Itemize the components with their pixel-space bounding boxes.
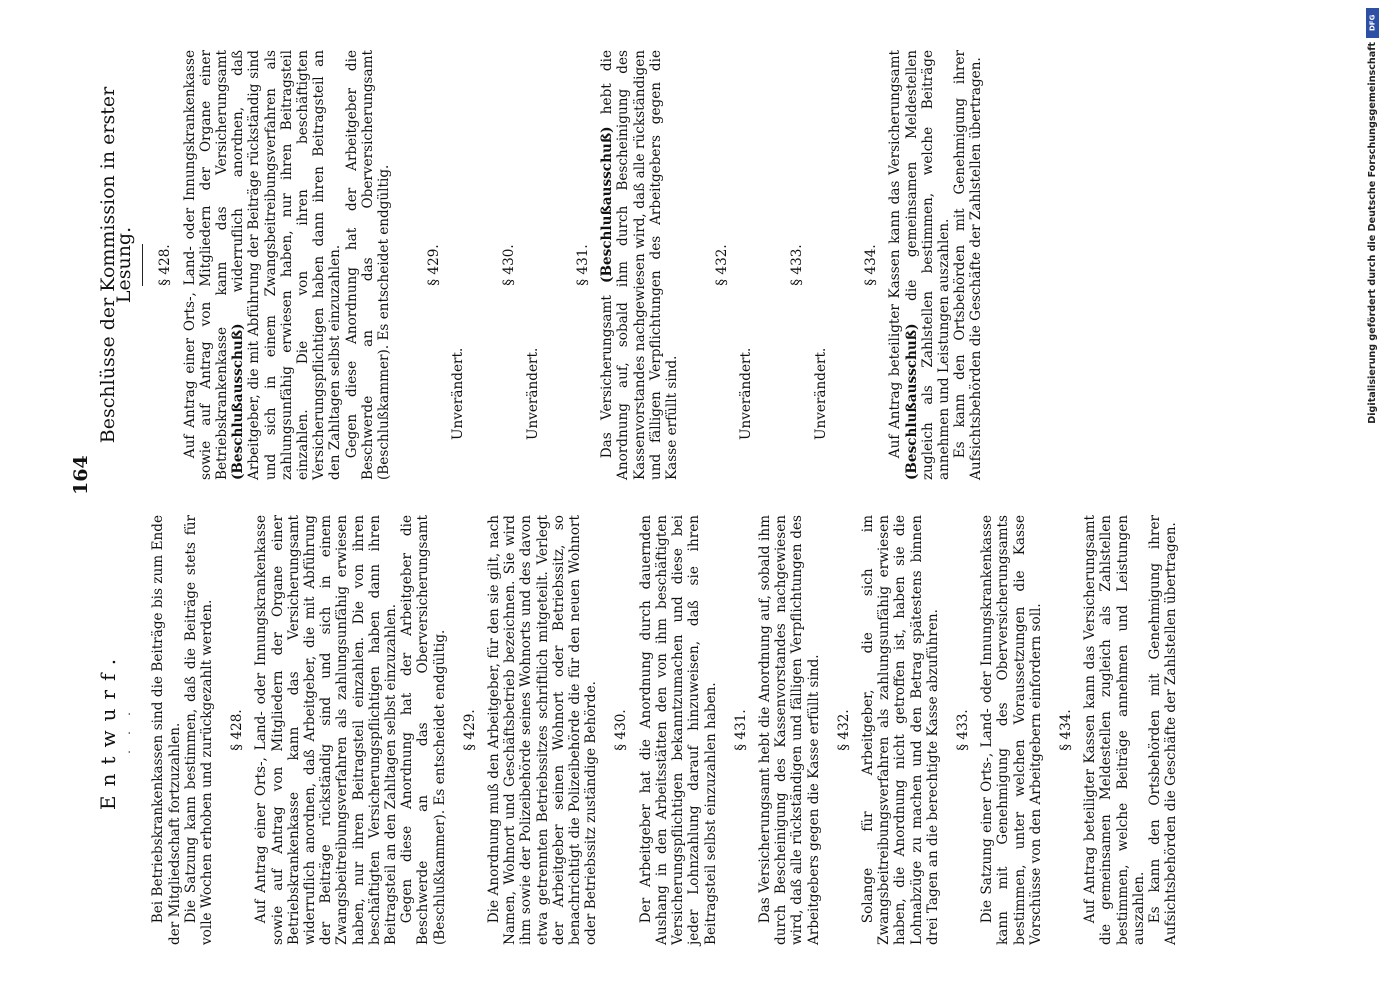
commission-column <box>97 50 985 480</box>
unchanged-note: Unverändert. <box>450 347 467 440</box>
section-heading: § 431. <box>575 244 592 286</box>
section-heading: § 430. <box>500 244 517 286</box>
section-heading: § 431. <box>732 709 749 751</box>
title-ornament: · · · <box>123 706 137 754</box>
title-rule <box>142 244 143 286</box>
section-paragraph: Gegen diese Anordnung hat der Arbeitgeber die Beschwerde an das Oberversicherungsamt (Beschlußkammer). Es entscheidet endgültig. <box>399 515 448 945</box>
section-paragraph: Auf Antrag einer Orts-, Land- oder Innungskrankenkasse sowie auf Antrag von Mitgliedern der Organe einer Betriebskrankenkasse kann das Versicherungsamt widerruflich anordnen, daß Arbeitgeber, die mit Abführung der Beiträge rückständig sind und sich in einem Zwangsbeitreibungsverfahren als zahlungsunfähig erwiesen haben, nur ihren Beitragsteil einzahlen. Die von ihren beschäftigten Versicherungspflichtigen haben dann ihren Beitragsteil an den Zahltagen selbst einzuzahlen. <box>253 515 400 945</box>
section-heading: § 433. <box>788 244 805 286</box>
section-heading: § 430. <box>613 709 630 751</box>
section-paragraph: Das Versicherungsamt hebt die Anordnung auf, sobald ihm durch Bescheinigung des Kassenvorstandes nachgewiesen wird, daß alle rückständigen und fälligen Verpflichtungen des Arbeitgebers gegen die Kasse erfüllt sind. <box>756 515 822 945</box>
section-paragraph: Gegen diese Anordnung hat der Arbeitgeber die Beschwerde an das Oberversicherungsamt (Beschlußkammer). Es entscheidet endgültig. <box>343 50 393 480</box>
draft-sections <box>229 515 1179 945</box>
section-heading: § 433. <box>954 709 971 751</box>
section-heading: § 434. <box>863 244 880 286</box>
intro-paragraph: Bei Betriebskrankenkassen sind die Beiträge bis zum Ende der Mitgliedschaft fortzuzahlen. <box>150 515 183 945</box>
section-heading: § 428. <box>157 244 174 286</box>
section-paragraph: Auf Antrag beteiligter Kassen kann das Versicherungsamt die gemeinsamen Meldestellen zugleich als Zahlstellen bestimmen, welche Beiträge annehmen und Leistungen auszahlen. <box>1082 515 1147 945</box>
draft-column <box>96 515 1180 945</box>
section-paragraph: Auf Antrag einer Orts-, Land- oder Innungskrankenkasse sowie auf Antrag von Mitgliedern der Organe einer Betriebskrankenkasse kann das Versicherungsamt (Beschlußausschuß) widerruflich anordnen, daß Arbeitgeber, die mit Abführung der Beiträge rückständig sind und sich in einem Zwangsbeitreibungsverfahren als zahlungsunfähig erwiesen haben, nur ihren Beitragsteil einzahlen. Die von ihren beschäftigten Versicherungspflichtigen haben dann ihren Beitragsteil an den Zahltagen selbst einzuzahlen. <box>181 50 344 480</box>
section-heading: § 428. <box>229 709 246 751</box>
credit-text: Digitalisierung gefördert durch die Deutsche Forschungsgemeinschaft <box>1366 42 1378 424</box>
draft-title: Entwurf. <box>96 649 120 811</box>
unchanged-note: Unverändert. <box>738 347 755 440</box>
intro-paragraph: Die Satzung kann bestimmen, daß die Beiträge stets für volle Wochen erhoben und zurückgezahlt werden. <box>182 515 216 945</box>
section-paragraph: Die Satzung einer Orts-, Land- oder Innungskrankenkasse kann mit Genehmigung des Oberversicherungsamts bestimmen, unter welchen Voraussetzungen die Kasse Vorschüsse von den Arbeitgebern einfordern soll. <box>979 515 1044 945</box>
section-heading: § 432. <box>835 709 852 751</box>
section-paragraph: Auf Antrag beteiligter Kassen kann das Versicherungsamt (Beschlußausschuß) die gemeinsamen Meldestellen zugleich als Zahlstellen bestimmen, welche Beiträge annehmen und Leistungen auszahlen. <box>887 50 952 480</box>
section-heading: § 429. <box>461 709 478 751</box>
page-number: 164 <box>70 455 92 495</box>
commission-sections <box>157 50 984 480</box>
section-paragraph: Der Arbeitgeber hat die Anordnung durch dauernden Aushang in den Arbeitsstätten den von ihm beschäftigten Versicherungspflichtigen bekanntzumachen und diese bei jeder Lohnzahlung darauf hinzuweisen, daß sie ihren Beitragsteil selbst einzuzahlen haben. <box>637 515 719 945</box>
section-paragraph: Es kann den Ortsbehörden mit Genehmigung ihrer Aufsichtsbehörden die Geschäfte der Zahlstellen übertragen. <box>1146 515 1180 945</box>
commission-title: Beschlüsse der Kommission in erster Lesung. <box>97 86 136 444</box>
section-paragraph: Solange für Arbeitgeber, die sich im Zwangsbeitreibungsverfahren als zahlungsunfähig erwiesen haben, die Anordnung nicht getroffen ist, haben sie die Lohnabzüge zu machen und den Betrag spätestens binnen drei Tagen an die berechtigte Kasse abzuführen. <box>859 515 941 945</box>
section-heading: § 432. <box>714 244 731 286</box>
section-paragraph: Die Anordnung muß den Arbeitgeber, für den sie gilt, nach Namen, Wohnort und Geschäftsbetrieb bezeichnen. Sie wird ihm sowie der Polizeibehörde seines Wohnorts und des davon etwa getrennten Betriebssitzes schriftlich mitgeteilt. Verlegt der Arbeitgeber seinen Wohnort oder Betriebssitz, so benachrichtigt die Polizeibehörde die für den neuen Wohnort oder Betriebssitz zuständige Behörde. <box>486 515 600 945</box>
section-paragraph: Es kann den Ortsbehörden mit Genehmigung ihrer Aufsichtsbehörden die Geschäfte der Zahlstellen übertragen. <box>952 50 985 480</box>
section-paragraph: Das Versicherungsamt (Beschlußausschuß) hebt die Anordnung auf, sobald ihm durch Bescheinigung des Kassenvorstandes nachgewiesen wird, daß alle rückständigen und fälligen Verpflichtungen des Arbeitgebers gegen die Kasse erfüllt sind. <box>599 50 681 480</box>
unchanged-note: Unverändert. <box>812 347 829 440</box>
section-heading: § 429. <box>426 244 443 286</box>
dfg-logo: DFG <box>1366 8 1379 38</box>
section-heading: § 434. <box>1057 709 1074 751</box>
digitization-credit <box>1361 8 1383 1000</box>
unchanged-note: Unverändert. <box>524 347 541 440</box>
